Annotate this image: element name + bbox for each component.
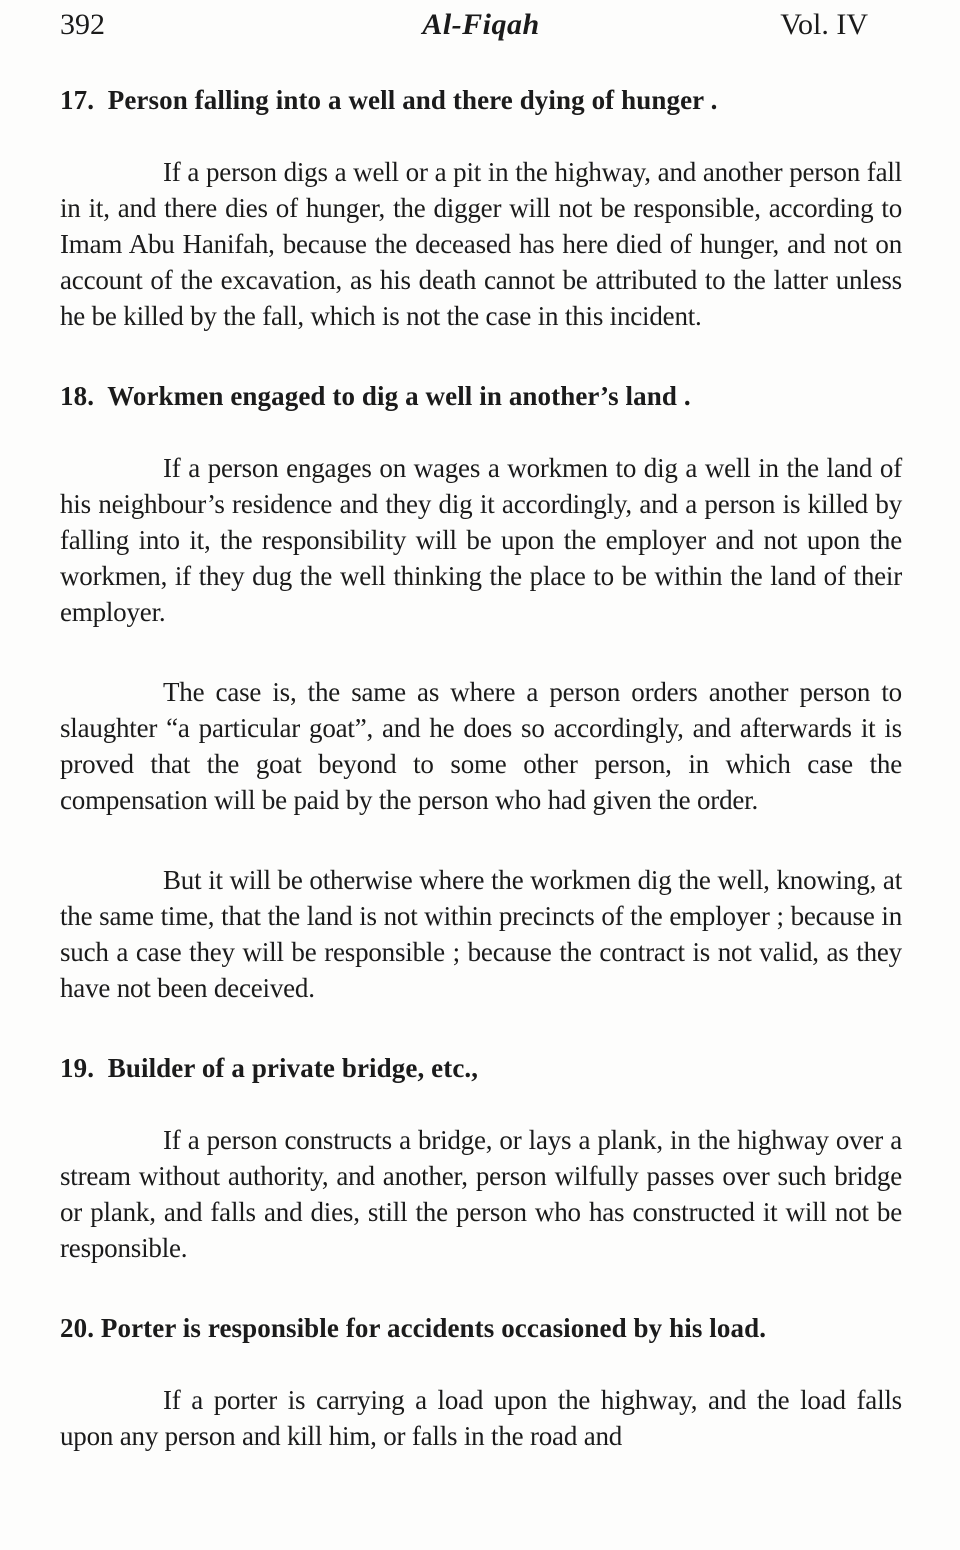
section-18-paragraph-2: The case is, the same as where a person orders another person to slaughter “a particular goat”, and he does so accordingly, and afterwards it is proved that the goat beyond to some other person, in which case the compensation will be paid by the person who had given the order. <box>60 677 902 815</box>
section-17-paragraph-1: If a person digs a well or a pit in the highway, and another person fall in it, and there dies of hunger, the digger will not be responsible, according to Imam Abu Hanifah, because the deceased has here died of hunger, and not on account of the excavation, as his death cannot be attributed to the latter unless he be killed by the fall, which is not the case in this incident. <box>60 157 902 331</box>
section-17 <box>60 82 902 334</box>
page-header <box>60 8 902 42</box>
section-18-paragraph-3: But it will be otherwise where the workmen dig the well, knowing, at the same time, that the land is not within precincts of the employer ; because in such a case they will be responsible ; because the contract is not valid, as they have not been deceived. <box>60 865 902 1003</box>
section-20-heading: 20. Porter is responsible for accidents occasioned by his load. <box>60 1313 767 1343</box>
section-20 <box>60 1310 902 1454</box>
section-19-heading: 19. Builder of a private bridge, etc., <box>60 1053 479 1083</box>
section-19 <box>60 1050 902 1266</box>
section-18-heading: 18. Workmen engaged to dig a well in another’s land . <box>60 381 691 411</box>
book-title: Al-Fiqah <box>422 8 540 41</box>
section-18 <box>60 378 902 1006</box>
volume-label: Vol. IV <box>780 8 868 41</box>
section-19-paragraph-1: If a person constructs a bridge, or lays a plank, in the highway over a stream without authority, and another, person wilfully passes over such bridge or plank, and falls and dies, still the person who has constructed it will not be responsible. <box>60 1125 902 1263</box>
section-17-heading: 17. Person falling into a well and there dying of hunger . <box>60 85 718 115</box>
page-number: 392 <box>60 8 105 41</box>
section-18-paragraph-1: If a person engages on wages a workmen to dig a well in the land of his neighbour’s residence and they dig it accordingly, and a person is killed by falling into it, the responsibility will be upon the employer and not upon the workmen, if they dug the well thinking the place to be within the land of their employer. <box>60 453 902 627</box>
section-20-paragraph-1: If a porter is carrying a load upon the highway, and the load falls upon any person and kill him, or falls in the road and <box>60 1385 902 1451</box>
